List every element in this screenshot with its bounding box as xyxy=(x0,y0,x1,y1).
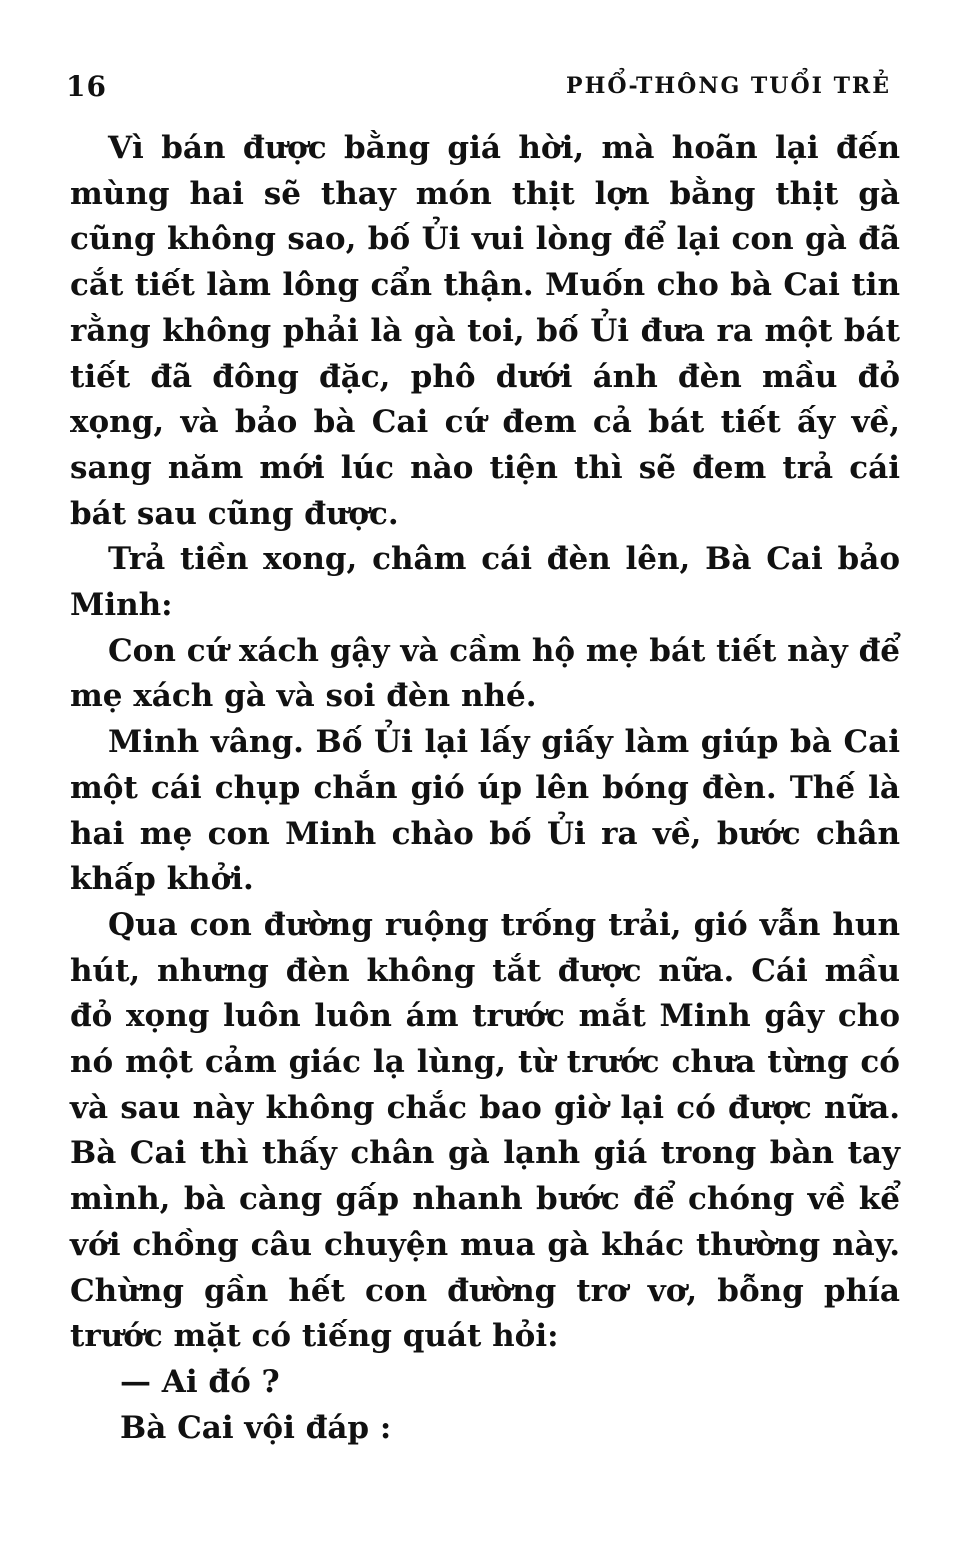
paragraph-2: Trả tiền xong, châm cái đèn lên, Bà Cai bảo Minh: xyxy=(70,541,900,624)
page-header xyxy=(66,66,891,106)
paragraph-3: Con cứ xách gậy và cầm hộ mẹ bát tiết này để mẹ xách gà và soi đèn nhé. xyxy=(70,632,900,715)
paragraph-4: Minh vâng. Bố Ủi lại lấy giấy làm giúp bà Cai một cái chụp chắn gió úp lên bóng đèn. Thế là hai mẹ con Minh chào bố Ủi ra về, bước chân khấp khởi. xyxy=(70,724,900,898)
dialogue-line-1: — Ai đó ? xyxy=(120,1363,280,1400)
body-text xyxy=(70,126,900,1451)
paragraph-1: Vì bán được bằng giá hời, mà hoãn lại đến mùng hai sẽ thay món thịt lợn bằng thịt gà cũng không sao, bố Ủi vui lòng để lại con gà đã cắt tiết làm lông cẩn thận. Muốn cho bà Cai tin rằng không phải là gà toi, bố Ủi đưa ra một bát tiết đã đông đặc, phô dưới ánh đèn mầu đỏ xọng, và bảo bà Cai cứ đem cả bát tiết ấy về, sang năm mới lúc nào tiện thì sẽ đem trả cái bát sau cũng được. xyxy=(70,130,900,532)
page-number: 16 xyxy=(66,69,107,103)
dialogue-line-2: Bà Cai vội đáp : xyxy=(120,1409,392,1446)
paragraph-5: Qua con đường ruộng trống trải, gió vẫn hun hút, nhưng đèn không tắt được nữa. Cái mầu đỏ xọng luôn luôn ám trước mắt Minh gây cho nó một cảm giác lạ lùng, từ trước chưa từng có và sau này không chắc bao giờ lại có được nữa. Bà Cai thì thấy chân gà lạnh giá trong bàn tay mình, bà càng gấp nhanh bước để chóng về kể với chồng câu chuyện mua gà khác thường này. Chừng gần hết con đường trơ vơ, bỗng phía trước mặt có tiếng quát hỏi: xyxy=(70,906,900,1355)
running-title: PHỔ-THÔNG TUỔI TRẺ xyxy=(566,73,891,99)
